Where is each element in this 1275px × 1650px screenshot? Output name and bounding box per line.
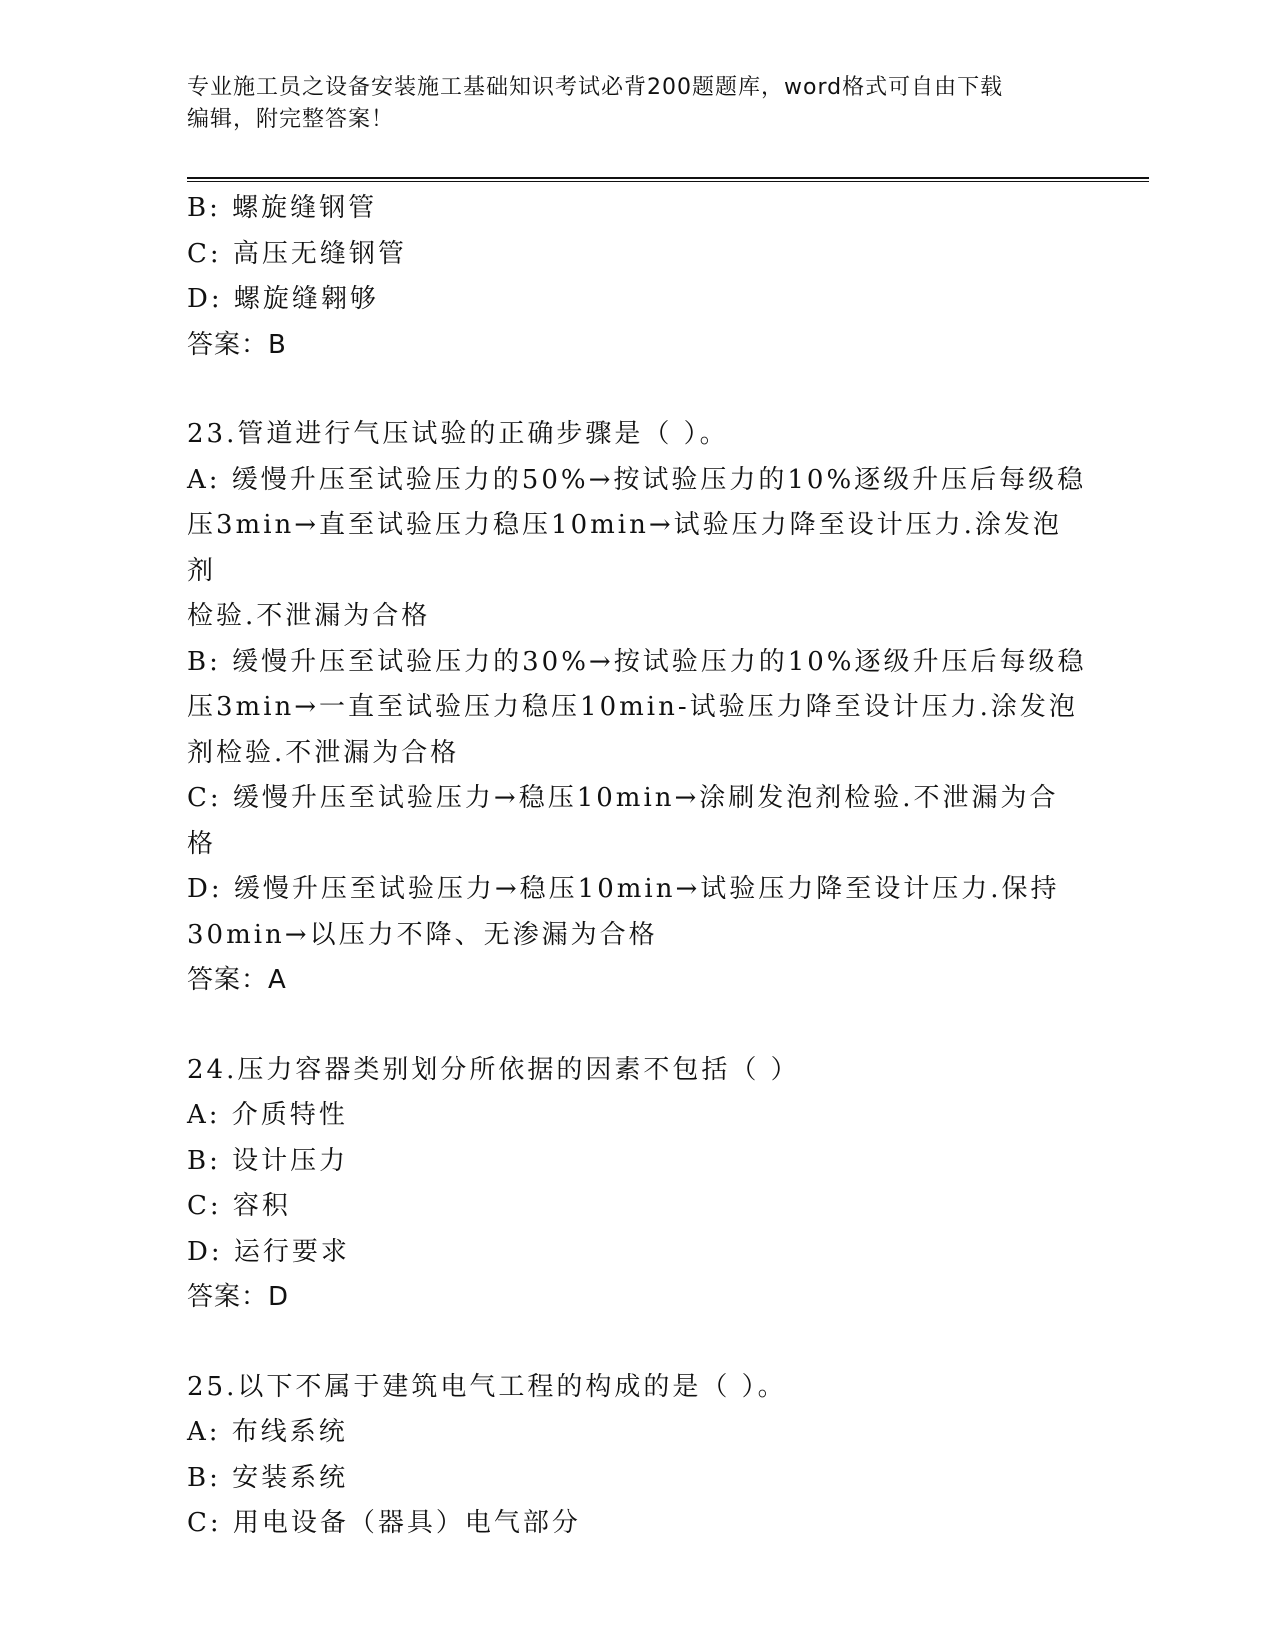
question-25: 25.以下不属于建筑电气工程的构成的是（ ）。 — [187, 1371, 787, 1402]
document-header — [187, 72, 1087, 136]
header-divider-thick — [187, 177, 1149, 179]
option-line: B: 缓慢升压至试验压力的30%→按试验压力的10%逐级升压后每级稳 — [187, 646, 1087, 677]
answer: 答案：A — [187, 965, 287, 995]
option-c: C: 容积 — [187, 1191, 291, 1221]
answer: 答案：D — [187, 1282, 290, 1312]
option-c: C: 高压无缝钢管 — [187, 238, 407, 269]
option-d: D: 运行要求 — [187, 1236, 350, 1267]
option-a: A: 介质特性 — [187, 1100, 348, 1130]
option-line: 检验.不泄漏为合格 — [187, 601, 431, 631]
option-line: 剂检验.不泄漏为合格 — [187, 737, 460, 768]
header-divider-thin — [187, 181, 1149, 182]
option-line: A: 缓慢升压至试验压力的50%→按试验压力的10%逐级升压后每级稳 — [187, 464, 1087, 495]
option-b: B: 设计压力 — [187, 1145, 349, 1176]
spacer — [187, 1004, 1087, 1048]
option-d: D: 螺旋缝翱够 — [187, 284, 379, 314]
answer: 答案：B — [187, 329, 287, 360]
option-line: D: 缓慢升压至试验压力→稳压10min→试验压力降至设计压力.保持 — [187, 874, 1060, 904]
header-line-1: 专业施工员之设备安装施工基础知识考试必背200题题库，word格式可自由下载 — [187, 75, 1004, 100]
option-a: A: 布线系统 — [187, 1417, 348, 1447]
option-b: B: 螺旋缝钢管 — [187, 193, 378, 223]
spacer — [187, 368, 1087, 412]
option-line: 压3min→一直至试验压力稳压10min-试验压力降至设计压力.涂发泡 — [187, 692, 1078, 722]
question-content — [187, 186, 1087, 1547]
question-23: 23.管道进行气压试验的正确步骤是（ ）。 — [187, 419, 729, 449]
option-line: C: 缓慢升压至试验压力→稳压10min→涂刷发泡剂检验.不泄漏为合格 — [187, 783, 1059, 859]
option-line: 压3min→直至试验压力稳压10min→试验压力降至设计压力.涂发泡剂 — [187, 510, 1062, 586]
question-24: 24.压力容器类别划分所依据的因素不包括（ ） — [187, 1054, 800, 1085]
option-c: C: 用电设备（器具）电气部分 — [187, 1508, 581, 1538]
header-line-2: 编辑，附完整答案！ — [187, 107, 395, 132]
option-line: 30min→以压力不降、无渗漏为合格 — [187, 919, 658, 950]
option-b: B: 安装系统 — [187, 1462, 349, 1493]
spacer — [187, 1321, 1087, 1365]
